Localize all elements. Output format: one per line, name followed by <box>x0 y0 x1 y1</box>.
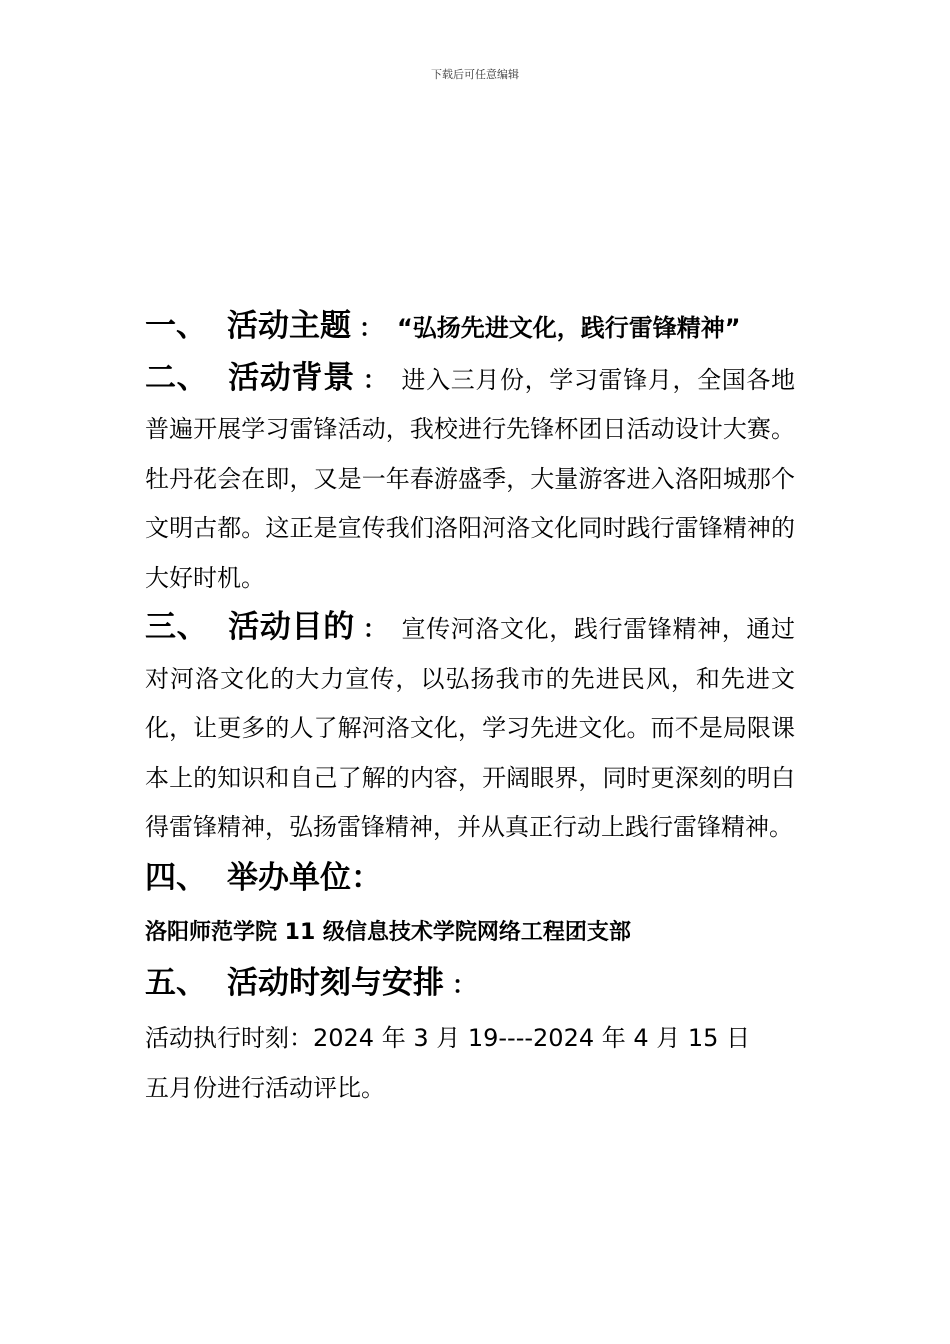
section-colon: ： <box>362 615 388 643</box>
section-number: 四、 <box>145 859 207 896</box>
section-number: 五、 <box>145 964 207 1001</box>
section-number: 三、 <box>145 609 209 645</box>
section-number: 二、 <box>145 359 209 396</box>
schedule-line: 五月份进行活动评比。 <box>145 1073 385 1102</box>
section-text: “弘扬先进文化，践行雷锋精神” <box>397 314 741 342</box>
section-title: 举办单位： <box>227 859 382 896</box>
section-number: 一、 <box>145 308 207 344</box>
section-title: 活动目的 <box>228 609 355 645</box>
section-colon: ： <box>452 970 476 999</box>
page-header-note: 下载后可任意编辑 <box>431 68 519 81</box>
section-background <box>145 354 795 604</box>
section-title: 活动主题 <box>227 308 351 344</box>
document-body <box>145 302 795 1113</box>
section-organizer <box>145 853 795 908</box>
section-text: 宣传河洛文化，践行雷锋精神，通过对河洛文化的大力宣传，以弘扬我市的先进民风，和先进文化，让更多的人了解河洛文化，学习先进文化。而不是局限课本上的知识和自己了解的内容，开阔眼界，同时更深刻的明白得雷锋精神，弘扬雷锋精神，并从真正行动上践行雷锋精神。 <box>145 615 796 841</box>
section-colon: ： <box>359 314 383 342</box>
section-title: 活动背景 <box>228 359 355 396</box>
section-colon: ： <box>362 365 388 394</box>
section-text: 进入三月份，学习雷锋月，全国各地普遍开展学习雷锋活动，我校进行先锋杯团日活动设计大赛。牡丹花会在即，又是一年春游盛季，大量游客进入洛阳城那个文明古都。这正是宣传我们洛阳河洛文化同时践行雷锋精神的大好时机。 <box>145 365 796 592</box>
section-schedule <box>145 958 795 1013</box>
section-purpose <box>145 603 795 853</box>
schedule-line: 活动执行时刻：2024 年 3 月 19----2024 年 4 月 15 日 <box>145 1023 751 1052</box>
organizer-name: 洛阳师范学院 11 级信息技术学院网络工程团支部 <box>145 919 631 945</box>
section-title: 活动时刻与安排 <box>227 964 444 1001</box>
section-theme <box>145 302 795 354</box>
